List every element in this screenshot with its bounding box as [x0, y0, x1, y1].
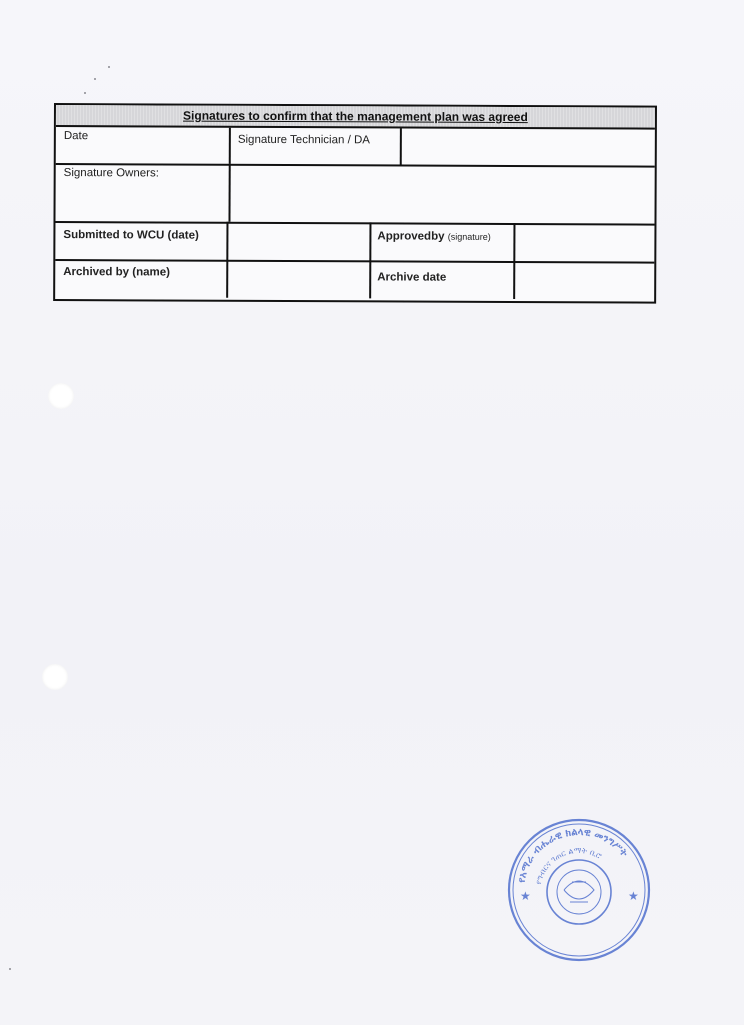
form-header-text: Signatures to confirm that the management plan was agreed — [183, 108, 528, 125]
punch-hole-top — [48, 383, 74, 409]
archive-date-field[interactable] — [515, 263, 654, 300]
approved-signature-field[interactable] — [515, 225, 654, 262]
owners-signature-field[interactable] — [230, 166, 654, 224]
svg-text:★: ★ — [520, 889, 531, 903]
stamp-seal-icon — [500, 812, 658, 962]
archived-by-label: Archived by (name) — [63, 266, 171, 279]
scan-speck — [108, 66, 110, 68]
punch-hole-bottom — [42, 664, 68, 690]
official-stamp — [500, 812, 658, 962]
scan-speck — [84, 92, 86, 94]
submitted-to-wcu-label: Submitted to WCU (date) — [63, 229, 199, 242]
owners-signature-label: Signature Owners: — [63, 167, 159, 180]
scan-speck — [94, 78, 96, 80]
signature-form-table — [53, 103, 657, 304]
approved-by-hint: (signature) — [447, 231, 491, 242]
divider — [229, 128, 231, 164]
svg-text:የግብርና ገጠር ልማት ቢሮ: የግብርና ገጠር ልማት ቢሮ — [533, 845, 604, 886]
date-label: Date — [63, 130, 89, 143]
archived-by-field[interactable] — [228, 262, 368, 299]
form-header — [56, 105, 655, 130]
scan-speck — [9, 968, 11, 970]
technician-signature-label: Signature Technician / DA — [237, 133, 370, 147]
archive-date-label: Archive date — [377, 271, 447, 284]
submitted-date-field[interactable] — [228, 224, 368, 261]
approved-by-label — [371, 227, 496, 246]
approved-by-text: Approvedby — [377, 230, 445, 243]
technician-signature-field[interactable] — [402, 129, 653, 166]
svg-text:★: ★ — [628, 889, 639, 903]
svg-text:የአማራ ብሔራዊ ክልላዊ መንግሥት: የአማራ ብሔራዊ ክልላዊ መንግሥት — [516, 826, 630, 884]
